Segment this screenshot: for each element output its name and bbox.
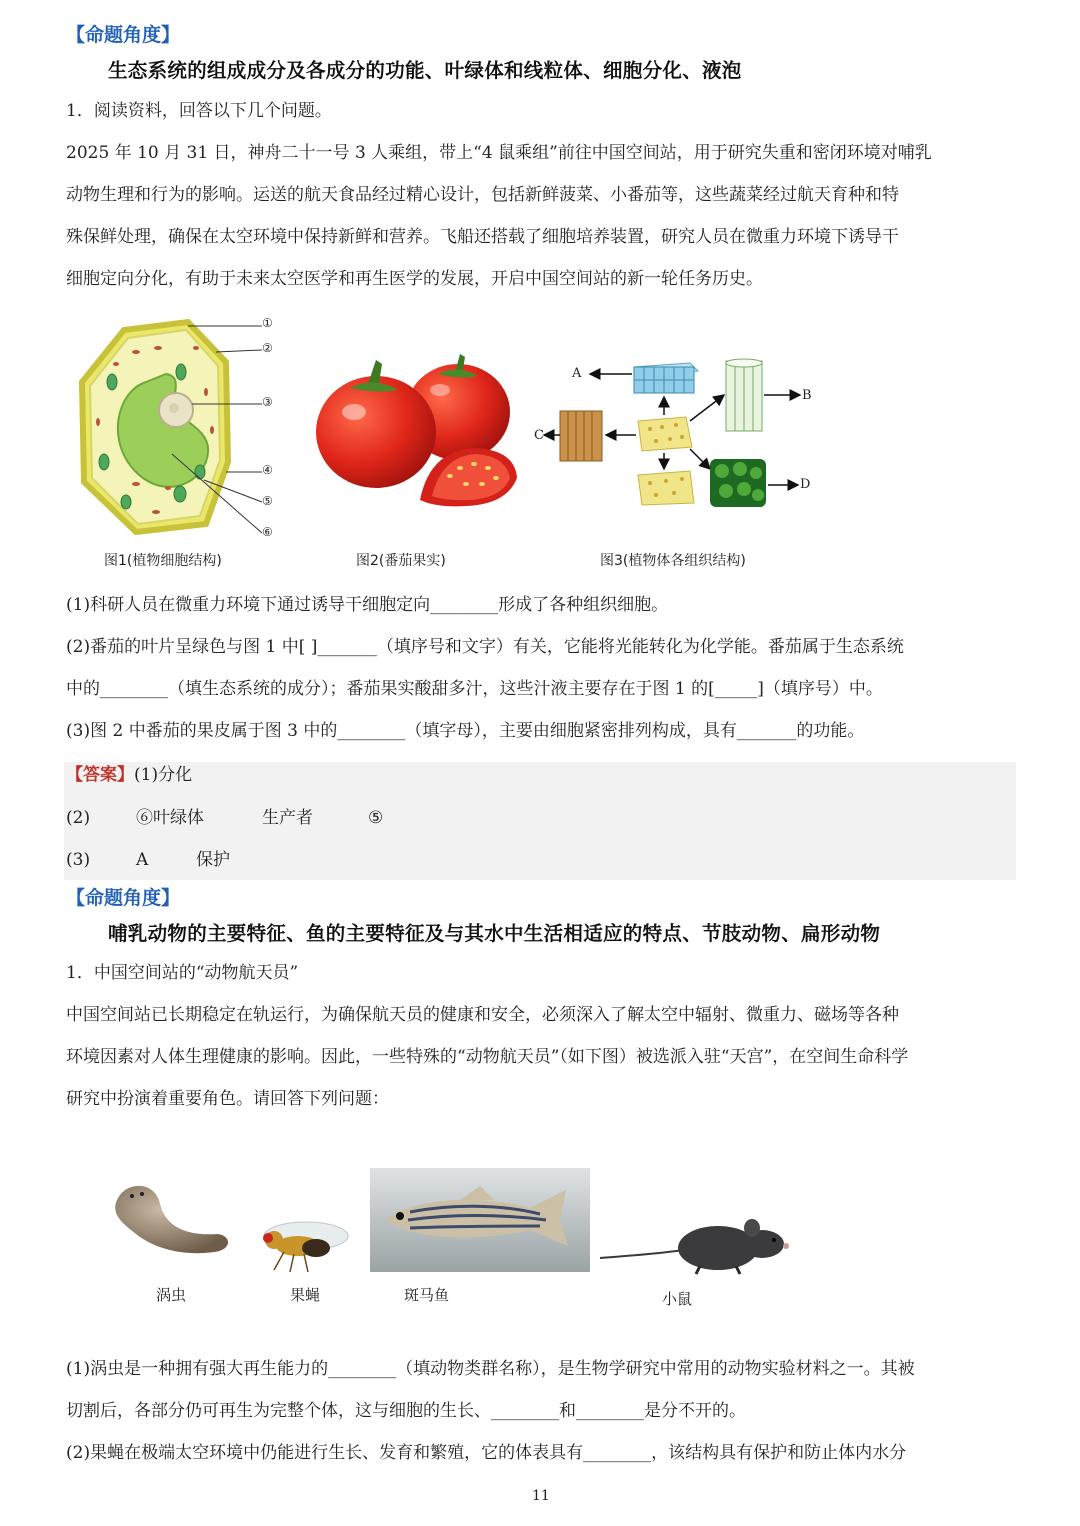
- fig3-label-a: A: [572, 366, 582, 381]
- page-number: 11: [532, 1488, 550, 1504]
- passage-line: 研究中扮演着重要角色。请回答下列问题：: [66, 1089, 389, 1109]
- fig3-label-c: C: [534, 428, 544, 443]
- passage-line: 细胞定向分化，有助于未来太空医学和再生医学的发展，开启中国空间站的新一轮任务历史。: [66, 269, 763, 289]
- passage-line: 环境因素对人体生理健康的影响。因此，一些特殊的“动物航天员”（如下图）被选派入驻“天宫”，在空间生命科学: [66, 1047, 909, 1067]
- question-line: (1)科研人员在微重力环境下通过诱导干细胞定向________形成了各种组织细胞。: [66, 595, 669, 615]
- fig2-caption: 图2(番茄果实): [356, 553, 446, 569]
- fig1-label: ④: [262, 463, 273, 477]
- answer-3-part-1: A: [136, 850, 149, 870]
- image-mouse: [596, 1214, 790, 1276]
- question-title: 1．阅读资料，回答以下几个问题。: [66, 101, 332, 121]
- animal-label: 果蝇: [290, 1286, 321, 1304]
- fig3-label-d: D: [800, 477, 811, 492]
- fig1-label: ③: [262, 395, 273, 409]
- question-title: 1．中国空间站的“动物航天员”: [66, 963, 299, 983]
- question-line: 切割后，各部分仍可再生为完整个体，这与细胞的生长、________和________是分不开的。: [66, 1401, 746, 1421]
- answer-num-2: (2): [66, 808, 91, 828]
- fig1-caption: 图1(植物细胞结构): [104, 553, 222, 569]
- fig3-caption: 图3(植物体各组织结构): [600, 553, 746, 569]
- image-fruit-fly: [244, 1212, 356, 1278]
- section-tag: 【命题角度】: [66, 24, 181, 46]
- fig1-label: ⑤: [262, 494, 273, 508]
- passage-line: 2025 年 10 月 31 日，神舟二十一号 3 人乘组，带上“4 鼠乘组”前往中国空间站，用于研究失重和密闭环境对哺乳: [66, 143, 932, 163]
- animal-label: 涡虫: [156, 1286, 187, 1304]
- question-line: (2)番茄的叶片呈绿色与图 1 中[ ]_______（填序号和文字）有关，它能将光能转化为化学能。番茄属于生态系统: [66, 637, 904, 657]
- passage-line: 动物生理和行为的影响。运送的航天食品经过精心设计，包括新鲜菠菜、小番茄等，这些蔬菜经过航天育种和特: [66, 185, 899, 205]
- question-line: (1)涡虫是一种拥有强大再生能力的________（填动物类群名称），是生物学研究中常用的动物实验材料之一。其被: [66, 1359, 915, 1379]
- fig1-label: ①: [262, 316, 273, 330]
- animal-label: 小鼠: [662, 1290, 693, 1308]
- answer-2-part-2: 生产者: [262, 808, 313, 828]
- fig1-label: ②: [262, 341, 273, 355]
- question-line: (3)图 2 中番茄的果皮属于图 3 中的________（填字母），主要由细胞紧密排列构成，具有_______的功能。: [66, 721, 865, 741]
- image-planarian: [108, 1176, 238, 1276]
- question-line: 中的________（填生态系统的成分）；番茄果实酸甜多汁，这些汁液主要存在于图 1 的[_____]（填序号）中。: [66, 679, 883, 699]
- passage-line: 殊保鲜处理，确保在太空环境中保持新鲜和营养。飞船还搭载了细胞培养装置，研究人员在微重力环境下诱导干: [66, 227, 899, 247]
- fig3-label-b: B: [802, 388, 812, 403]
- section-tag: 【命题角度】: [66, 887, 181, 909]
- figure-plant-cell: [76, 312, 291, 550]
- section-heading: 哺乳动物的主要特征、鱼的主要特征及与其水中生活相适应的特点、节肢动物、扁形动物: [108, 922, 881, 945]
- section-heading: 生态系统的组成成分及各成分的功能、叶绿体和线粒体、细胞分化、液泡: [108, 59, 742, 82]
- image-zebrafish: [370, 1168, 590, 1272]
- answer-num-3: (3): [66, 850, 91, 870]
- question-line: (2)果蝇在极端太空环境中仍能进行生长、发育和繁殖，它的体表具有________，该结构具有保护和防止体内水分: [66, 1443, 907, 1463]
- answer-3-part-2: 保护: [196, 850, 230, 870]
- answer-2-part-1: ⑥叶绿体: [136, 808, 204, 828]
- answer-1: (1)分化: [134, 765, 193, 785]
- fig1-label: ⑥: [262, 525, 273, 539]
- animal-label: 斑马鱼: [404, 1286, 450, 1304]
- figure-tomatoes: [310, 350, 520, 510]
- answer-2-part-3: ⑤: [368, 808, 384, 828]
- passage-line: 中国空间站已长期稳定在轨运行，为确保航天员的健康和安全，必须深入了解太空中辐射、微重力、磁场等各种: [66, 1005, 899, 1025]
- answer-label: 【答案】: [66, 765, 134, 785]
- answer-line-1: [66, 754, 192, 796]
